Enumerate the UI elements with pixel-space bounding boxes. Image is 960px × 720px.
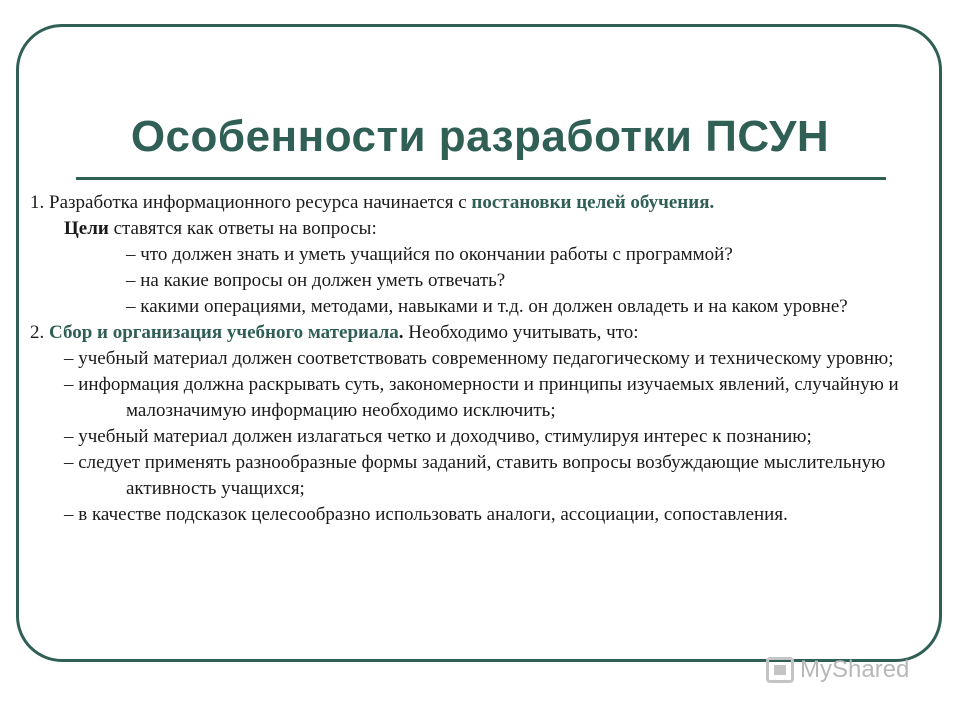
watermark-text: MyShared — [800, 656, 910, 683]
title-underline — [76, 177, 886, 180]
point-1-text: 1. Разработка информационного ресурса начинается с — [30, 192, 472, 213]
point-2 — [30, 320, 910, 346]
point-2-highlight: Сбор и организация учебного материала — [49, 322, 399, 343]
requirement-item: – учебный материал должен соответствовать современному педагогическому и техническому уровню; — [64, 348, 894, 369]
goals-bold: Цели — [64, 218, 109, 239]
point-2-prefix: 2. — [30, 322, 49, 343]
slide-title: Особенности разработки ПСУН — [130, 112, 830, 161]
point-2-dot: . — [398, 322, 404, 343]
point-2-rest: Необходимо учитывать, что: — [403, 322, 639, 343]
slide-body — [30, 190, 910, 528]
watermark-icon — [766, 657, 794, 683]
requirement-item: – информация должна раскрывать суть, закономерности и принципы изучаемых явлений, случайную и малозначимую информацию необходимо исключить; — [64, 374, 899, 421]
goals-line — [30, 216, 910, 242]
watermark — [766, 656, 909, 684]
point-1-highlight: постановки целей обучения — [471, 192, 710, 213]
point-1-suffix: . — [709, 192, 715, 213]
point-1 — [30, 190, 910, 216]
question-item: – что должен знать и уметь учащийся по окончании работы с программой? — [126, 244, 733, 265]
question-item: – какими операциями, методами, навыками и т.д. он должен овладеть и на каком уровне? — [126, 296, 848, 317]
requirement-item: – учебный материал должен излагаться четко и доходчиво, стимулируя интерес к познанию; — [64, 426, 812, 447]
goals-rest: ставятся как ответы на вопросы: — [108, 218, 377, 239]
question-item: – на какие вопросы он должен уметь отвечать? — [126, 270, 506, 291]
requirement-item: – в качестве подсказок целесообразно использовать аналоги, ассоциации, сопоставления. — [64, 504, 788, 525]
requirement-item: – следует применять разнообразные формы заданий, ставить вопросы возбуждающие мыслительную активность учащихся; — [64, 452, 886, 499]
